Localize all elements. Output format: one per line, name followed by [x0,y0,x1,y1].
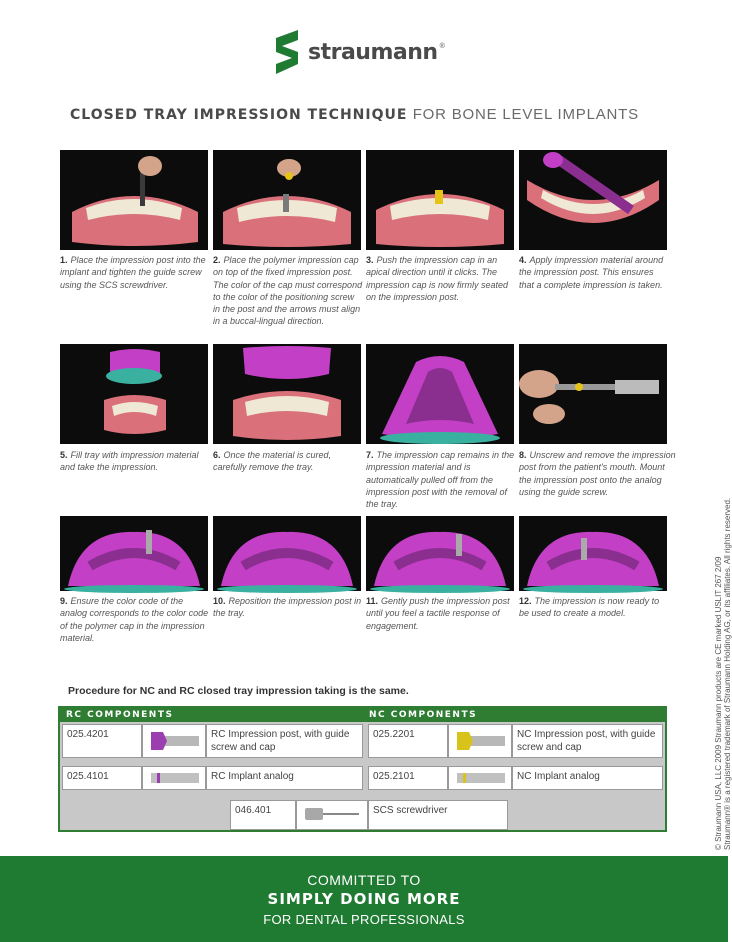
brand-name: straumann [308,39,438,65]
straumann-logo [270,30,445,74]
screwdriver-icon [301,804,363,824]
footer-line-2: SIMPLY DOING MORE [267,890,461,908]
nc-desc-impression-post: NC Impression post, with guide screw and cap [512,724,663,758]
step-11-photo [366,516,514,591]
side-legal-text [714,498,732,850]
rc-code-implant-analog: 025.4101 [62,766,142,790]
nc-implant-analog-image [448,766,512,790]
footer-line-3: FOR DENTAL PROFESSIONALS [263,912,465,927]
nc-impression-post-icon [453,728,509,754]
side-text-line-2: Straumann® is a registered trademark of Straumann Holding AG, or its affiliates. All rights reserved. [723,497,732,850]
step-6-text: 6. Once the material is cured, carefully remove the tray. [213,450,332,473]
rc-implant-analog-image [142,766,206,790]
title-rest: FOR BONE LEVEL IMPLANTS [412,106,639,123]
step-9-text: 9. Ensure the color code of the analog corresponds to the color code of the polymer cap in the impression material. [60,596,209,643]
rc-implant-analog-icon [147,770,203,786]
rc-impression-post-icon [147,728,203,754]
step-10-text: 10. Reposition the impression post in the tray. [213,596,362,619]
step-12-text: 12. The impression is now ready to be used to create a model. [519,596,660,619]
step-6-photo [213,344,361,444]
brand-reg: ® [439,42,445,50]
page-title [70,106,639,124]
nc-code-implant-analog: 025.2101 [368,766,448,790]
rc-components-header: RC COMPONENTS [60,708,363,722]
shared-desc-screwdriver: SCS screwdriver [368,800,508,830]
step-11-text: 11. Gently push the impression post until you feel a tactile response of engagement. [366,596,510,631]
step-9-photo [60,516,208,591]
step-10-photo [213,516,361,591]
procedure-note: Procedure for NC and RC closed tray impression taking is the same. [68,685,409,697]
step-3-photo [366,150,514,250]
step-4-photo [519,150,667,250]
step-8-photo [519,344,667,444]
shared-code-screwdriver: 046.401 [230,800,296,830]
step-12-photo [519,516,667,591]
rc-desc-impression-post: RC Impression post, with guide screw and cap [206,724,363,758]
side-text-line-1: © Straumann USA, LLC 2009 Straumann products are CE marked USLIT 267 2/09 [714,556,723,850]
step-8-text: 8. Unscrew and remove the impression post from the patient's mouth. Mount the impression post onto the analog using the guide screw. [519,450,676,497]
nc-code-impression-post: 025.2201 [368,724,448,758]
components-table [58,706,667,832]
footer-banner [0,856,728,942]
nc-components-header: NC COMPONENTS [363,708,665,722]
footer-line-1: COMMITTED TO [307,872,421,888]
step-5-text: 5. Fill tray with impression material and take the impression. [60,450,199,473]
nc-desc-implant-analog: NC Implant analog [512,766,663,790]
rc-impression-post-image [142,724,206,758]
step-1-photo [60,150,208,250]
screwdriver-image [296,800,368,830]
nc-impression-post-image [448,724,512,758]
step-1-text: 1. Place the impression post into the implant and tighten the guide screw using the SCS screwdriver. [60,255,206,290]
straumann-s-icon [270,30,304,74]
step-2-text: 2. Place the polymer impression cap on top of the fixed impression post. The color of the cap must correspond to the color of the positioning screw in the post and the arrows must align in a buccal-lingual direction. [213,255,363,327]
rc-desc-implant-analog: RC Implant analog [206,766,363,790]
title-bold: CLOSED TRAY IMPRESSION TECHNIQUE [70,107,408,123]
step-7-text: 7. The impression cap remains in the impression material and is automatically pulled off from the impression post with the removal of the tray. [366,450,515,510]
step-7-photo [366,344,514,444]
nc-implant-analog-icon [453,770,509,786]
rc-code-impression-post: 025.4201 [62,724,142,758]
step-5-photo [60,344,208,444]
step-4-text: 4. Apply impression material around the impression post. This ensures that a complete impression is taken. [519,255,664,290]
step-3-text: 3. Push the impression cap in an apical direction until it clicks. The impression cap is now firmly seated on the impression post. [366,255,509,302]
step-2-photo [213,150,361,250]
